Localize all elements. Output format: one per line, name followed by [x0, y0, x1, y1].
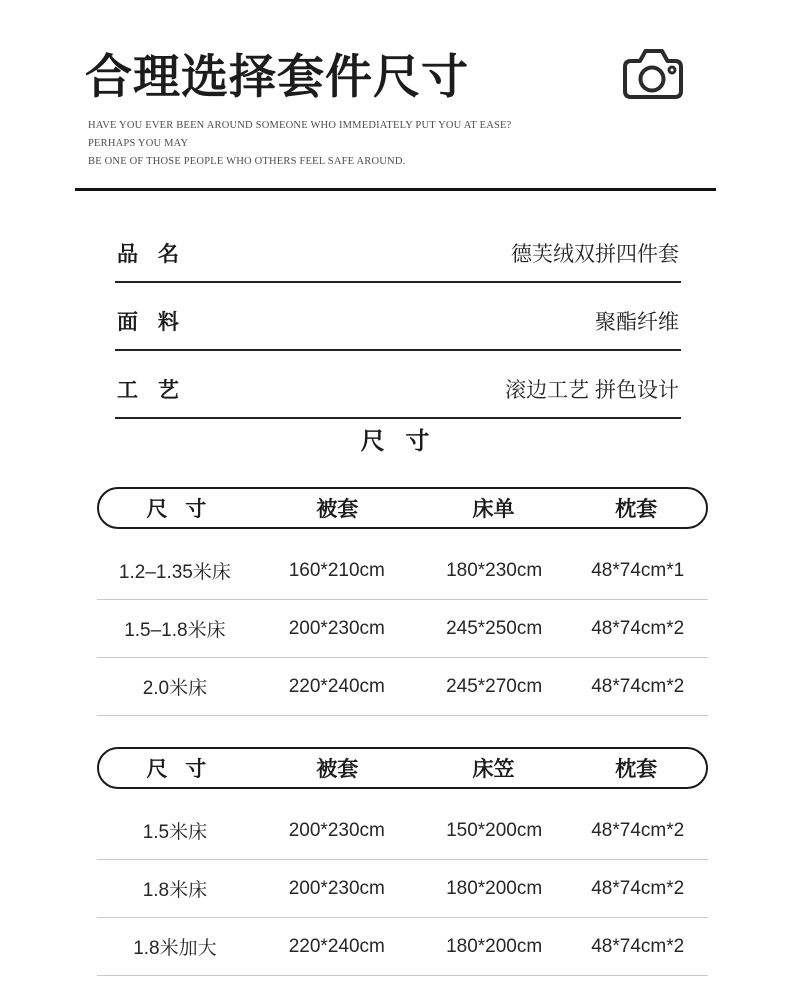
header-cell-size: 尺 寸 [146, 758, 207, 781]
table-row [97, 802, 708, 860]
size-table-fitted-sheet [97, 747, 708, 976]
page-title: 合理选择套件尺寸 [85, 50, 469, 103]
info-value-craft: 滚边工艺 拼色设计 [505, 379, 679, 402]
table-header-pill [97, 747, 708, 789]
header-cell-fitted-sheet: 床笠 [472, 758, 515, 781]
cell-bed-size: 1.2–1.35米床 [118, 562, 231, 583]
header-cell-pillowcase: 枕套 [615, 758, 658, 781]
cell-duvet: 220*240cm [288, 675, 385, 697]
table-row [97, 918, 708, 976]
cell-sheet: 180*230cm [446, 559, 543, 581]
cell-pillow: 48*74cm*2 [591, 935, 685, 957]
size-table-flat-sheet [97, 487, 708, 716]
cell-pillow: 48*74cm*2 [591, 675, 685, 697]
subtitle [88, 117, 548, 171]
cell-duvet: 200*230cm [288, 877, 385, 899]
product-info-row-craft [115, 374, 681, 419]
cell-bed-size: 1.8米床 [142, 880, 208, 901]
cell-duvet: 160*210cm [288, 559, 385, 581]
cell-bed-size: 1.8米加大 [133, 938, 217, 959]
table-row [97, 600, 708, 658]
cell-pillow: 48*74cm*1 [591, 559, 685, 581]
subtitle-line-2: BE ONE OF THOSE PEOPLE WHO OTHERS FEEL SAFE AROUND. [88, 156, 406, 167]
header-cell-size: 尺 寸 [146, 498, 207, 521]
cell-bed-size: 1.5–1.8米床 [124, 620, 226, 641]
table-rows [97, 542, 708, 716]
info-label-name: 品 名 [117, 243, 179, 266]
info-label-craft: 工 艺 [117, 379, 179, 402]
info-value-fabric: 聚酯纤维 [595, 311, 679, 334]
cell-pillow: 48*74cm*2 [591, 819, 685, 841]
cell-sheet: 180*200cm [446, 935, 543, 957]
cell-sheet: 150*200cm [446, 819, 543, 841]
header-cell-duvet-cover: 被套 [316, 498, 359, 521]
product-info-row-name [115, 238, 681, 283]
cell-bed-size: 1.5米床 [142, 822, 208, 843]
table-rows [97, 802, 708, 976]
table-row [97, 860, 708, 918]
cell-duvet: 220*240cm [288, 935, 385, 957]
table-row [97, 542, 708, 600]
header-cell-flat-sheet: 床单 [472, 498, 515, 521]
cell-sheet: 245*270cm [446, 675, 543, 697]
info-value-name: 德芙绒双拼四件套 [511, 243, 679, 266]
cell-pillow: 48*74cm*2 [591, 877, 685, 899]
table-row [97, 658, 708, 716]
camera-icon [621, 45, 685, 101]
header-cell-pillowcase: 枕套 [615, 498, 658, 521]
cell-pillow: 48*74cm*2 [591, 617, 685, 639]
cell-duvet: 200*230cm [288, 819, 385, 841]
header-cell-duvet-cover: 被套 [316, 758, 359, 781]
size-section-heading: 尺 寸 [360, 428, 430, 455]
cell-duvet: 200*230cm [288, 617, 385, 639]
cell-sheet: 180*200cm [446, 877, 543, 899]
cell-sheet: 245*250cm [446, 617, 543, 639]
info-label-fabric: 面 料 [117, 311, 179, 334]
product-info-row-fabric [115, 306, 681, 351]
subtitle-line-1: HAVE YOU EVER BEEN AROUND SOMEONE WHO IMMEDIATELY PUT YOU AT EASE? PERHAPS YOU MAY [88, 120, 512, 149]
top-divider [75, 188, 716, 191]
cell-bed-size: 2.0米床 [142, 678, 208, 699]
table-header-pill [97, 487, 708, 529]
product-info [115, 238, 681, 442]
